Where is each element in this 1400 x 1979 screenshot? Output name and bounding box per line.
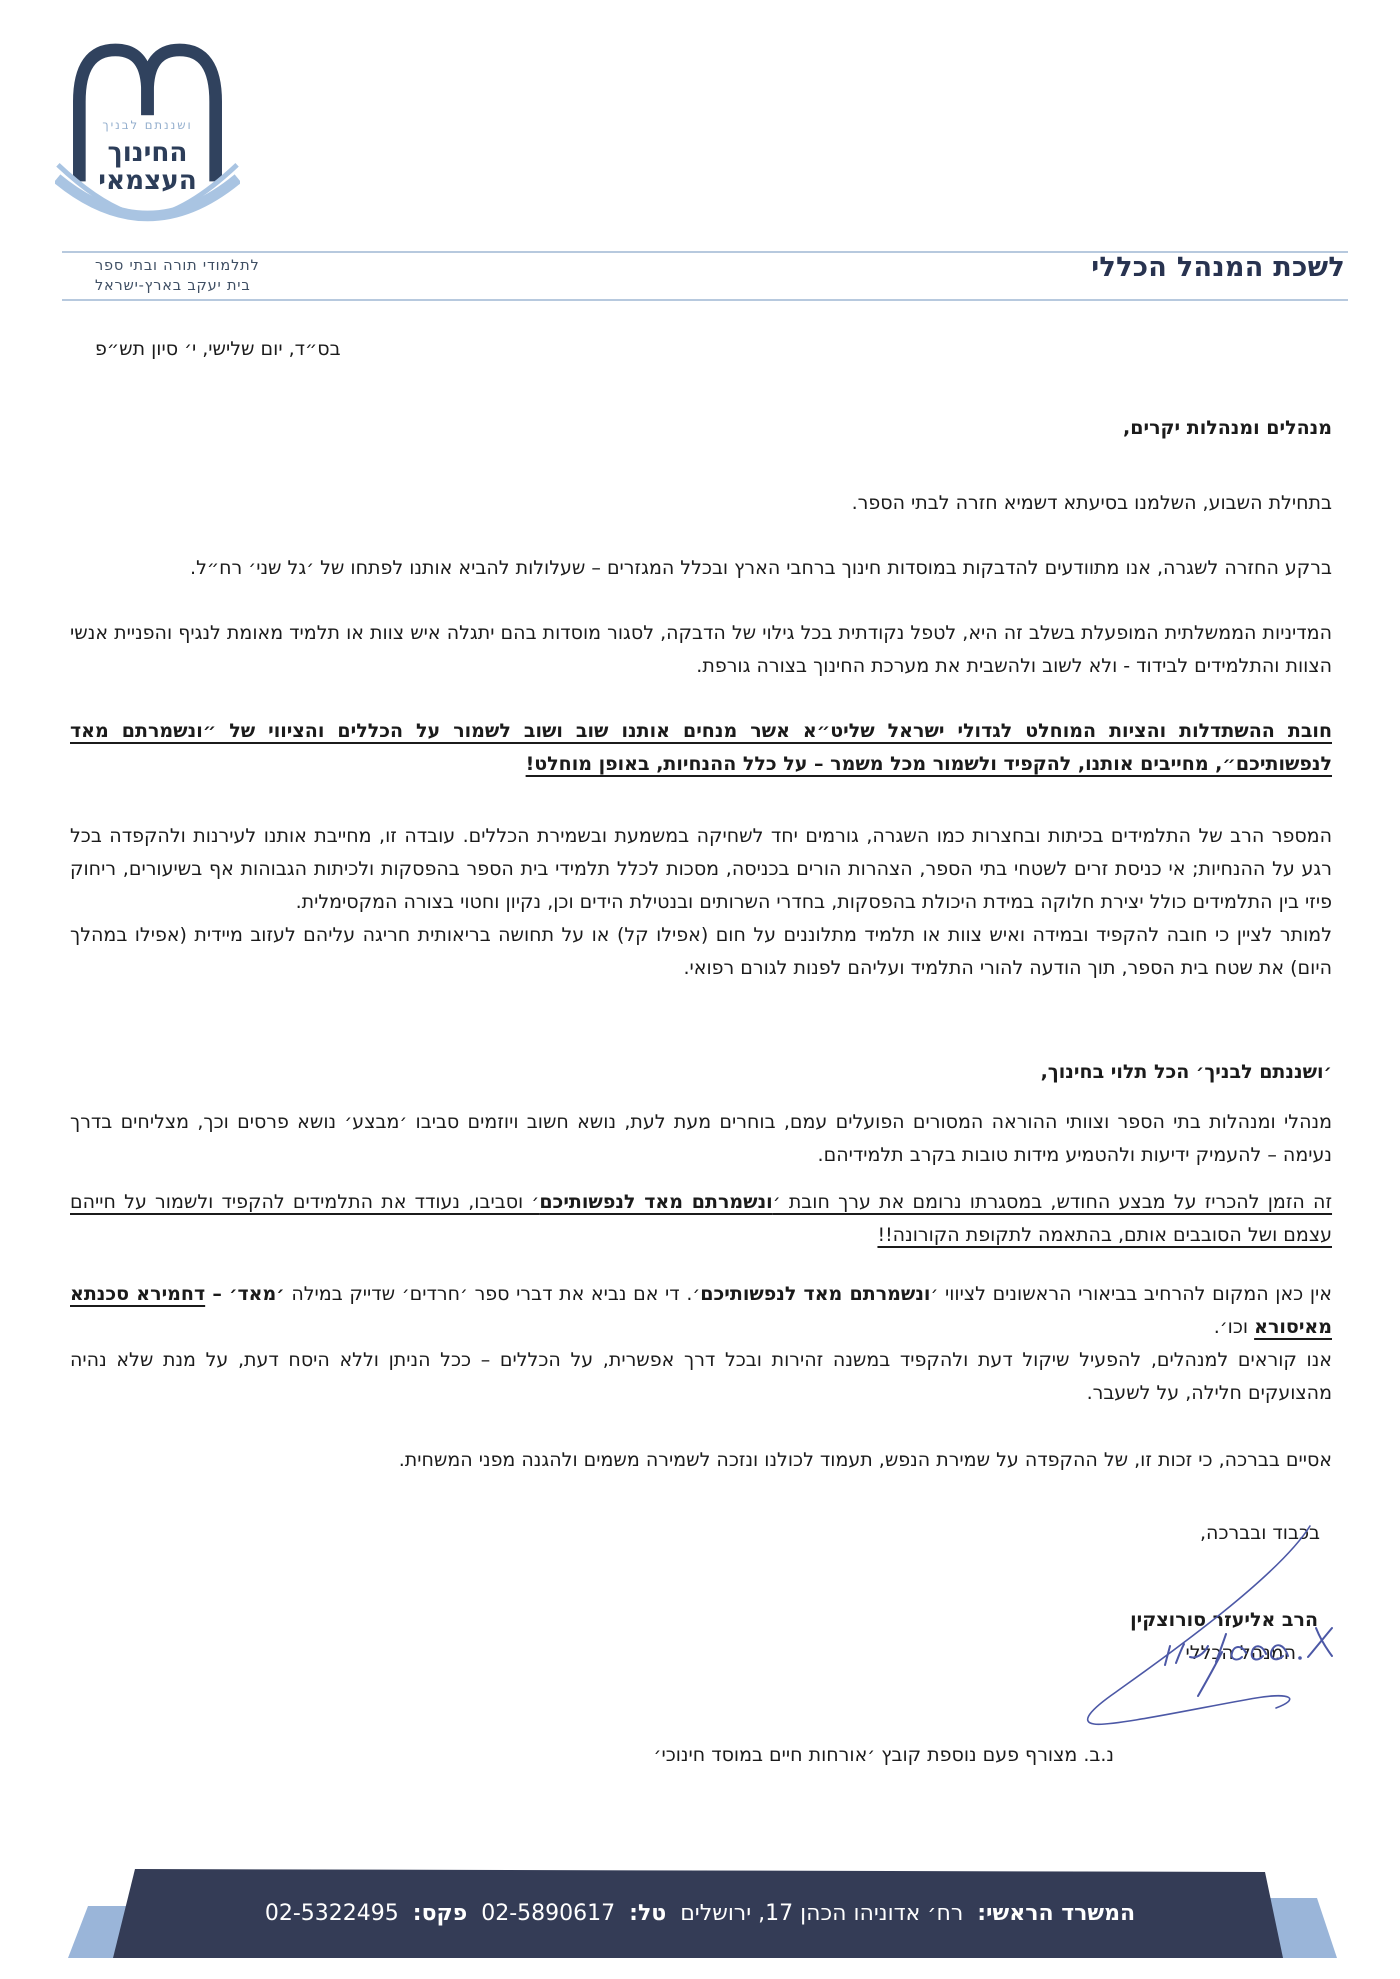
logo-name-line1: החינוך [107,137,188,168]
footer-fax-label: פקס: [412,1901,468,1926]
footer-address: רח׳ אדוניהו הכהן 17, ירושלים [680,1901,964,1926]
handwritten-signature [1080,1516,1340,1731]
letterhead-subtitle-line2: בית יעקב בארץ-ישראל [95,278,251,294]
footer-tel-label: טל: [629,1901,667,1926]
p-charedim: אין כאן המקום להרחיב בביאורי הראשונים לציווי ׳ונשמרתם מאד לנפשותיכם׳. די אם נביא את דברי ספר ׳חרדים׳ שדייק במילה ׳מאד׳ – דחמירא סכנתא מאיסורא וכו׳. [70,1283,1332,1338]
postscript-line: נ.ב. מצורף פעם נוספת קובץ ׳אורחות חיים במוסד חינוכי׳ [653,1744,1114,1766]
footer-tel-number: 02-5890617 [481,1901,616,1926]
p-policy: המדיניות הממשלתית המופעלת בשלב זה היא, לטפל נקודתית בכל גילוי של הדבקה, לסגור מוסדות בהם יתגלה איש צוות או תלמיד מאומת לנגיף והפניית אנשי הצוות והתלמידים לבידוד - ולא לשוב ולהשבית את מערכת החינוך בצורה גורפת. [70,622,1332,677]
p-return: בתחילת השבוע, השלמנו בסיעתא דשמיא חזרה לבתי הספר. [851,492,1332,514]
logo-name-line2: העצמאי [98,166,197,197]
letterhead-subtitle-line1: לתלמודי תורה ובתי ספר [95,258,260,274]
p-rules: המספר הרב של התלמידים בכיתות ובחצרות כמו השגרה, גורמים יחד לשחיקה במשמעת ובשמירת הכללים. עובדה זו, מחייבת אותנו לעירנות ולהקפדה בכל רגע על ההנחיות; אי כניסת זרים לשטחי בתי הספר, הצהרות הורים בכניסה, מסכות לכלל תלמידי בית הספר בהפסקות ולכיתות הגבוהות אף בשיעורים, ריחוק פיזי בין התלמידים כולל יצירת חלוקה במידת היכולת בהפסקות, בחדרי השרותים ובנטילת הידים וכן, נקיון וחטוי בצורה המקסימלית. [70,825,1332,913]
greeting: מנהלים ומנהלות יקרים, [1123,417,1332,439]
closing-line: בכבוד ובברכה, [1200,1522,1320,1544]
signer-title: המנהל הכללי [1185,1642,1296,1664]
p-fever: למותר לציין כי חובה להקפיד ובמידה ואיש צוות או תלמיד מתלוננים על חום (אפילו קל) או על תחושה בריאותית חריגה עליהם לעזוב מיידית (אפילו במהלך היום) את שטח בית הספר, תוך הודעה להורי התלמיד ועליהם לפנות לגורם רפואי. [70,924,1332,979]
p-blessing: אסיים בברכה, כי זכות זו, של ההקפדה על שמירת הנפש, תעמוד לכולנו ונזכה לשמירה משמים ולהגנה מפני המשחית. [398,1449,1332,1471]
letterhead-rule-bottom [62,299,1348,301]
p-call: אנו קוראים למנהלים, להפעיל שיקול דעת ולהקפיד במשנה זהירות ובכל דרך אפשרית, על הכללים – ככל הניתן וללא היסח דעת, על מנת שלא נהיה מהצועקים חלילה, על לשעבר. [70,1349,1332,1404]
independent-education-logo [55,34,240,246]
footer-contact-line [0,1899,1400,1929]
footer-office-label: המשרד הראשי: [977,1901,1136,1926]
letter-body [70,412,1332,1477]
p-campaigns: מנהלי ומנהלות בתי הספר וצוותי ההוראה המסורים הפועלים עמם, בוחרים מעת לעת, נושא חשוב ויוזמים סביבו ׳מבצע׳ נושא פרסים וכך, מצליחים בדרך נעימה – להעמיק ידיעות ולהטמיע מידות טובות בקרב תלמידיהם. [70,1111,1332,1166]
logo-tagline: ושננתם לבניך [102,117,193,132]
p-campaign-announce: זה הזמן להכריז על מבצע החודש, במסגרתו נרומם את ערך חובת ׳ונשמרתם מאד לנפשותיכם׳ וסביבו, נעודד את התלמידים להקפיד ולשמור על חייהם עצמם ושל הסובבים אותם, בהתאמה לתקופת הקורונה!! [70,1191,1333,1246]
heading-education: ׳ושננתם לבניך׳ הכל תלוי בחינוך, [1040,1061,1332,1083]
footer-fax-number: 02-5322495 [264,1901,399,1926]
signer-name: הרב אליעזר סורוצקין [1130,1609,1318,1631]
date-line: בס״ד, יום שלישי, י׳ סיון תש״פ [95,338,341,360]
p-obligation: חובת ההשתדלות והציות המוחלט לגדולי ישראל שליט״א אשר מנחים אותנו שוב ושוב לשמור על הכללים והציווי של ״ונשמרתם מאד לנפשותיכם״, מחייבים אותנו, להקפיד ולשמור מכל משמר – על כלל ההנחיות, באופן מוחלט! [70,720,1332,775]
office-title: לשכת המנהל הכללי [1091,252,1345,283]
letterhead-subtitle [95,256,260,296]
p-background: ברקע החזרה לשגרה, אנו מתוודעים להדבקות במוסדות חינוך ברחבי הארץ ובכלל המגזרים – שעלולות להביא אותנו לפתחו של ׳גל שני׳ רח״ל. [190,557,1332,579]
